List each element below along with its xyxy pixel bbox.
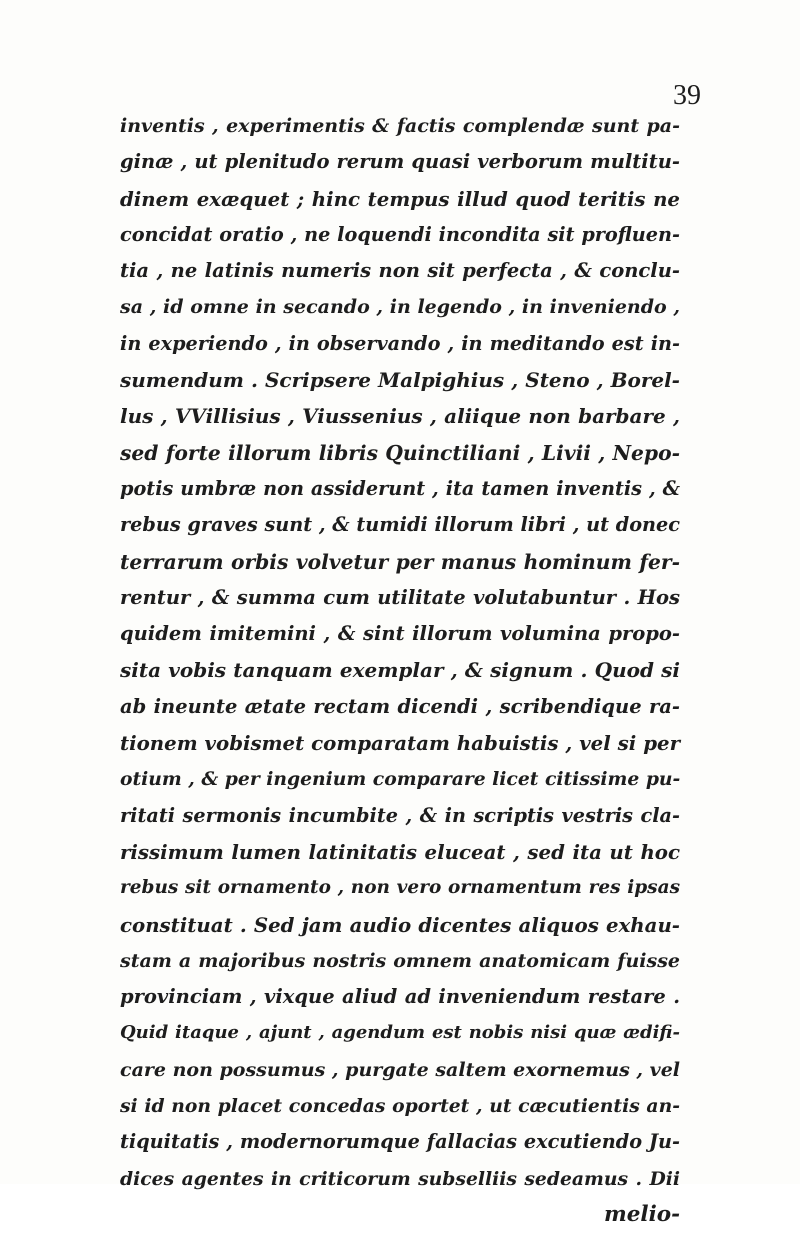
text-line: ritati sermonis incumbite , & in scriptis vestris cla- bbox=[120, 803, 680, 827]
text-line: in experiendo , in observando , in meditando est in- bbox=[120, 331, 680, 355]
text-line: tionem vobismet comparatam habuistis , vel si per bbox=[120, 731, 680, 756]
text-line: rentur , & summa cum utilitate volutabuntur . Hos bbox=[120, 585, 680, 609]
text-line: quidem imitemini , & sint illorum volumina propo- bbox=[120, 622, 680, 646]
text-line: sumendum . Scripsere Malpighius , Steno , Borel- bbox=[120, 368, 680, 393]
text-line: sa , id omne in secando , in legendo , in inveniendo , bbox=[120, 296, 680, 319]
text-line: rebus graves sunt , & tumidi illorum libri , ut donec bbox=[120, 513, 680, 537]
text-line: dinem exæquet ; hinc tempus illud quod teritis ne bbox=[120, 186, 680, 211]
text-line: sed forte illorum libris Quinctiliani , Livii , Nepo- bbox=[120, 440, 680, 465]
text-line: tiquitatis , modernorumque fallacias excutiendo Ju- bbox=[120, 1130, 680, 1154]
text-line: Quid itaque , ajunt , agendum est nobis nisi quæ ædifi- bbox=[120, 1022, 680, 1044]
catchword: melio- bbox=[603, 1201, 680, 1227]
text-line: lus , VVillisius , Viussenius , aliique non barbare , bbox=[120, 404, 680, 429]
text-line: si id non placet concedas oportet , ut cæcutientis an- bbox=[120, 1095, 680, 1118]
text-line: ab ineunte ætate rectam dicendi , scribendique ra- bbox=[120, 694, 680, 718]
text-line: ginæ , ut plenitudo rerum quasi verborum multitu- bbox=[120, 150, 680, 174]
text-line: care non possumus , purgate saltem exornemus , vel bbox=[120, 1058, 680, 1081]
text-line: rebus sit ornamento , non vero ornamentum res ipsas bbox=[120, 877, 680, 899]
text-line: otium , & per ingenium comparare licet citissime pu- bbox=[120, 768, 681, 791]
page-number: 39 bbox=[673, 80, 701, 111]
text-line: sita vobis tanquam exemplar , & signum . Quod si bbox=[120, 658, 680, 683]
text-line: terrarum orbis volvetur per manus hominum fer- bbox=[120, 549, 680, 574]
text-line: concidat oratio , ne loquendi incondita sit profluen- bbox=[120, 222, 680, 246]
text-line: potis umbræ non assiderunt , ita tamen inventis , & bbox=[120, 476, 680, 500]
body-text bbox=[120, 108, 680, 1233]
text-line: dices agentes in criticorum subselliis sedeamus . Dii bbox=[120, 1167, 680, 1190]
text-line: tia , ne latinis numeris non sit perfecta , & conclu- bbox=[120, 259, 680, 283]
text-line: provinciam , vixque aliud ad inveniendum restare . bbox=[120, 985, 680, 1009]
text-line: stam a majoribus nostris omnem anatomicam fuisse bbox=[120, 949, 680, 972]
text-line: rissimum lumen latinitatis eluceat , sed ita ut hoc bbox=[120, 839, 680, 864]
text-line: inventis , experimentis & factis complendæ sunt pa- bbox=[120, 115, 680, 137]
text-line: constituat . Sed jam audio dicentes aliquos exhau- bbox=[120, 912, 680, 937]
